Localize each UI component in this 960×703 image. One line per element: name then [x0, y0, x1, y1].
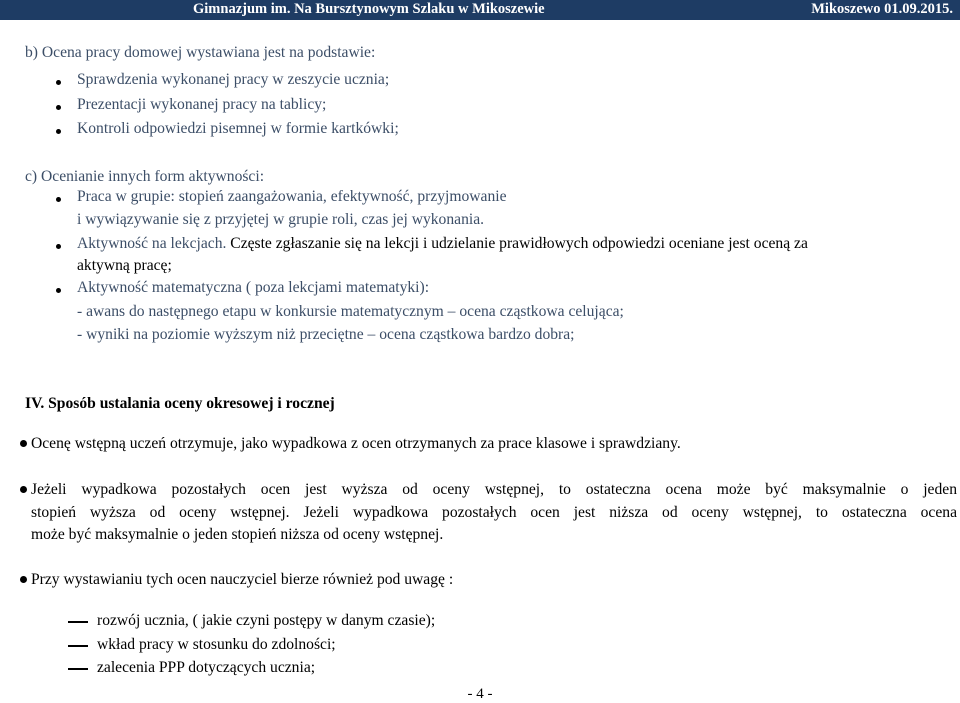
bullet — [20, 440, 27, 447]
bullet — [56, 197, 61, 202]
bullet — [56, 288, 61, 293]
dash-marker — [68, 668, 88, 670]
section-c-heading: c) Ocenianie innych form aktywności: — [25, 168, 265, 185]
section-c-item-1-line-2: i wywiązywanie się z przyjętej w grupie roli, czas jej wykonania. — [77, 211, 485, 228]
header-date: Mikoszewo 01.09.2015. — [811, 1, 953, 17]
page-number: - 4 - — [467, 686, 493, 702]
bullet — [56, 105, 61, 110]
section-b-item-2: Prezentacji wykonanej pracy na tablicy; — [77, 96, 327, 113]
bullet — [20, 486, 27, 493]
activity-description: Częste zgłaszanie się na lekcji i udzielanie prawidłowych odpowiedzi oceniane jest oceną za — [226, 235, 808, 252]
section-c-item-3: Aktywność matematyczna ( poza lekcjami matematyki): — [77, 279, 430, 296]
dash-marker — [68, 621, 88, 623]
section-iv-paragraph-2-line-3: może być maksymalnie o jeden stopień niższa od oceny wstępnej. — [31, 526, 444, 543]
page-header — [0, 0, 960, 20]
section-c-item-1-line-1: Praca w grupie: stopień zaangażowania, efektywność, przyjmowanie — [77, 188, 507, 205]
section-iv-paragraph-2-line-2: stopień wyższa od oceny wstępnej. Jeżeli wypadkowa pozostałych ocen jest niższa od oceny wstępnej, to ostateczna ocena — [31, 504, 957, 521]
section-b-item-1: Sprawdzenia wykonanej pracy w zeszycie ucznia; — [77, 71, 390, 88]
section-iv-paragraph-3: Przy wystawianiu tych ocen nauczyciel bierze również pod uwagę : — [31, 571, 454, 588]
section-c-item-2-line-2: aktywną pracę; — [77, 257, 172, 274]
section-b-heading: b) Ocena pracy domowej wystawiana jest na podstawie: — [25, 44, 376, 61]
consideration-item-2: wkład pracy w stosunku do zdolności; — [97, 636, 336, 653]
consideration-item-1: rozwój ucznia, ( jakie czyni postępy w danym czasie); — [97, 612, 436, 629]
activity-lead: Aktywność na lekcjach. — [77, 235, 227, 252]
consideration-item-3: zalecenia PPP dotyczących ucznia; — [97, 659, 316, 676]
section-c-dash-2: - wyniki na poziomie wyższym niż przeciętne – ocena cząstkowa bardzo dobra; — [77, 326, 575, 343]
school-name: Gimnazjum im. Na Bursztynowym Szlaku w Mikoszewie — [193, 1, 545, 17]
dash-marker — [68, 645, 88, 647]
section-c-dash-1: - awans do następnego etapu w konkursie matematycznym – ocena cząstkowa celująca; — [77, 303, 624, 320]
bullet — [56, 80, 61, 85]
bullet — [20, 576, 27, 583]
section-b-item-3: Kontroli odpowiedzi pisemnej w formie kartkówki; — [77, 120, 399, 137]
section-c-item-2-line-1 — [77, 234, 808, 254]
bullet — [56, 244, 61, 249]
section-iv-heading: IV. Sposób ustalania oceny okresowej i rocznej — [25, 395, 335, 412]
section-iv-paragraph-2-line-1: Jeżeli wypadkowa pozostałych ocen jest wyższa od oceny wstępnej, to ostateczna ocena może być maksymalnie o jeden — [31, 481, 957, 498]
section-iv-paragraph-1: Ocenę wstępną uczeń otrzymuje, jako wypadkowa z ocen otrzymanych za prace klasowe i sprawdziany. — [31, 435, 681, 452]
bullet — [56, 129, 61, 134]
